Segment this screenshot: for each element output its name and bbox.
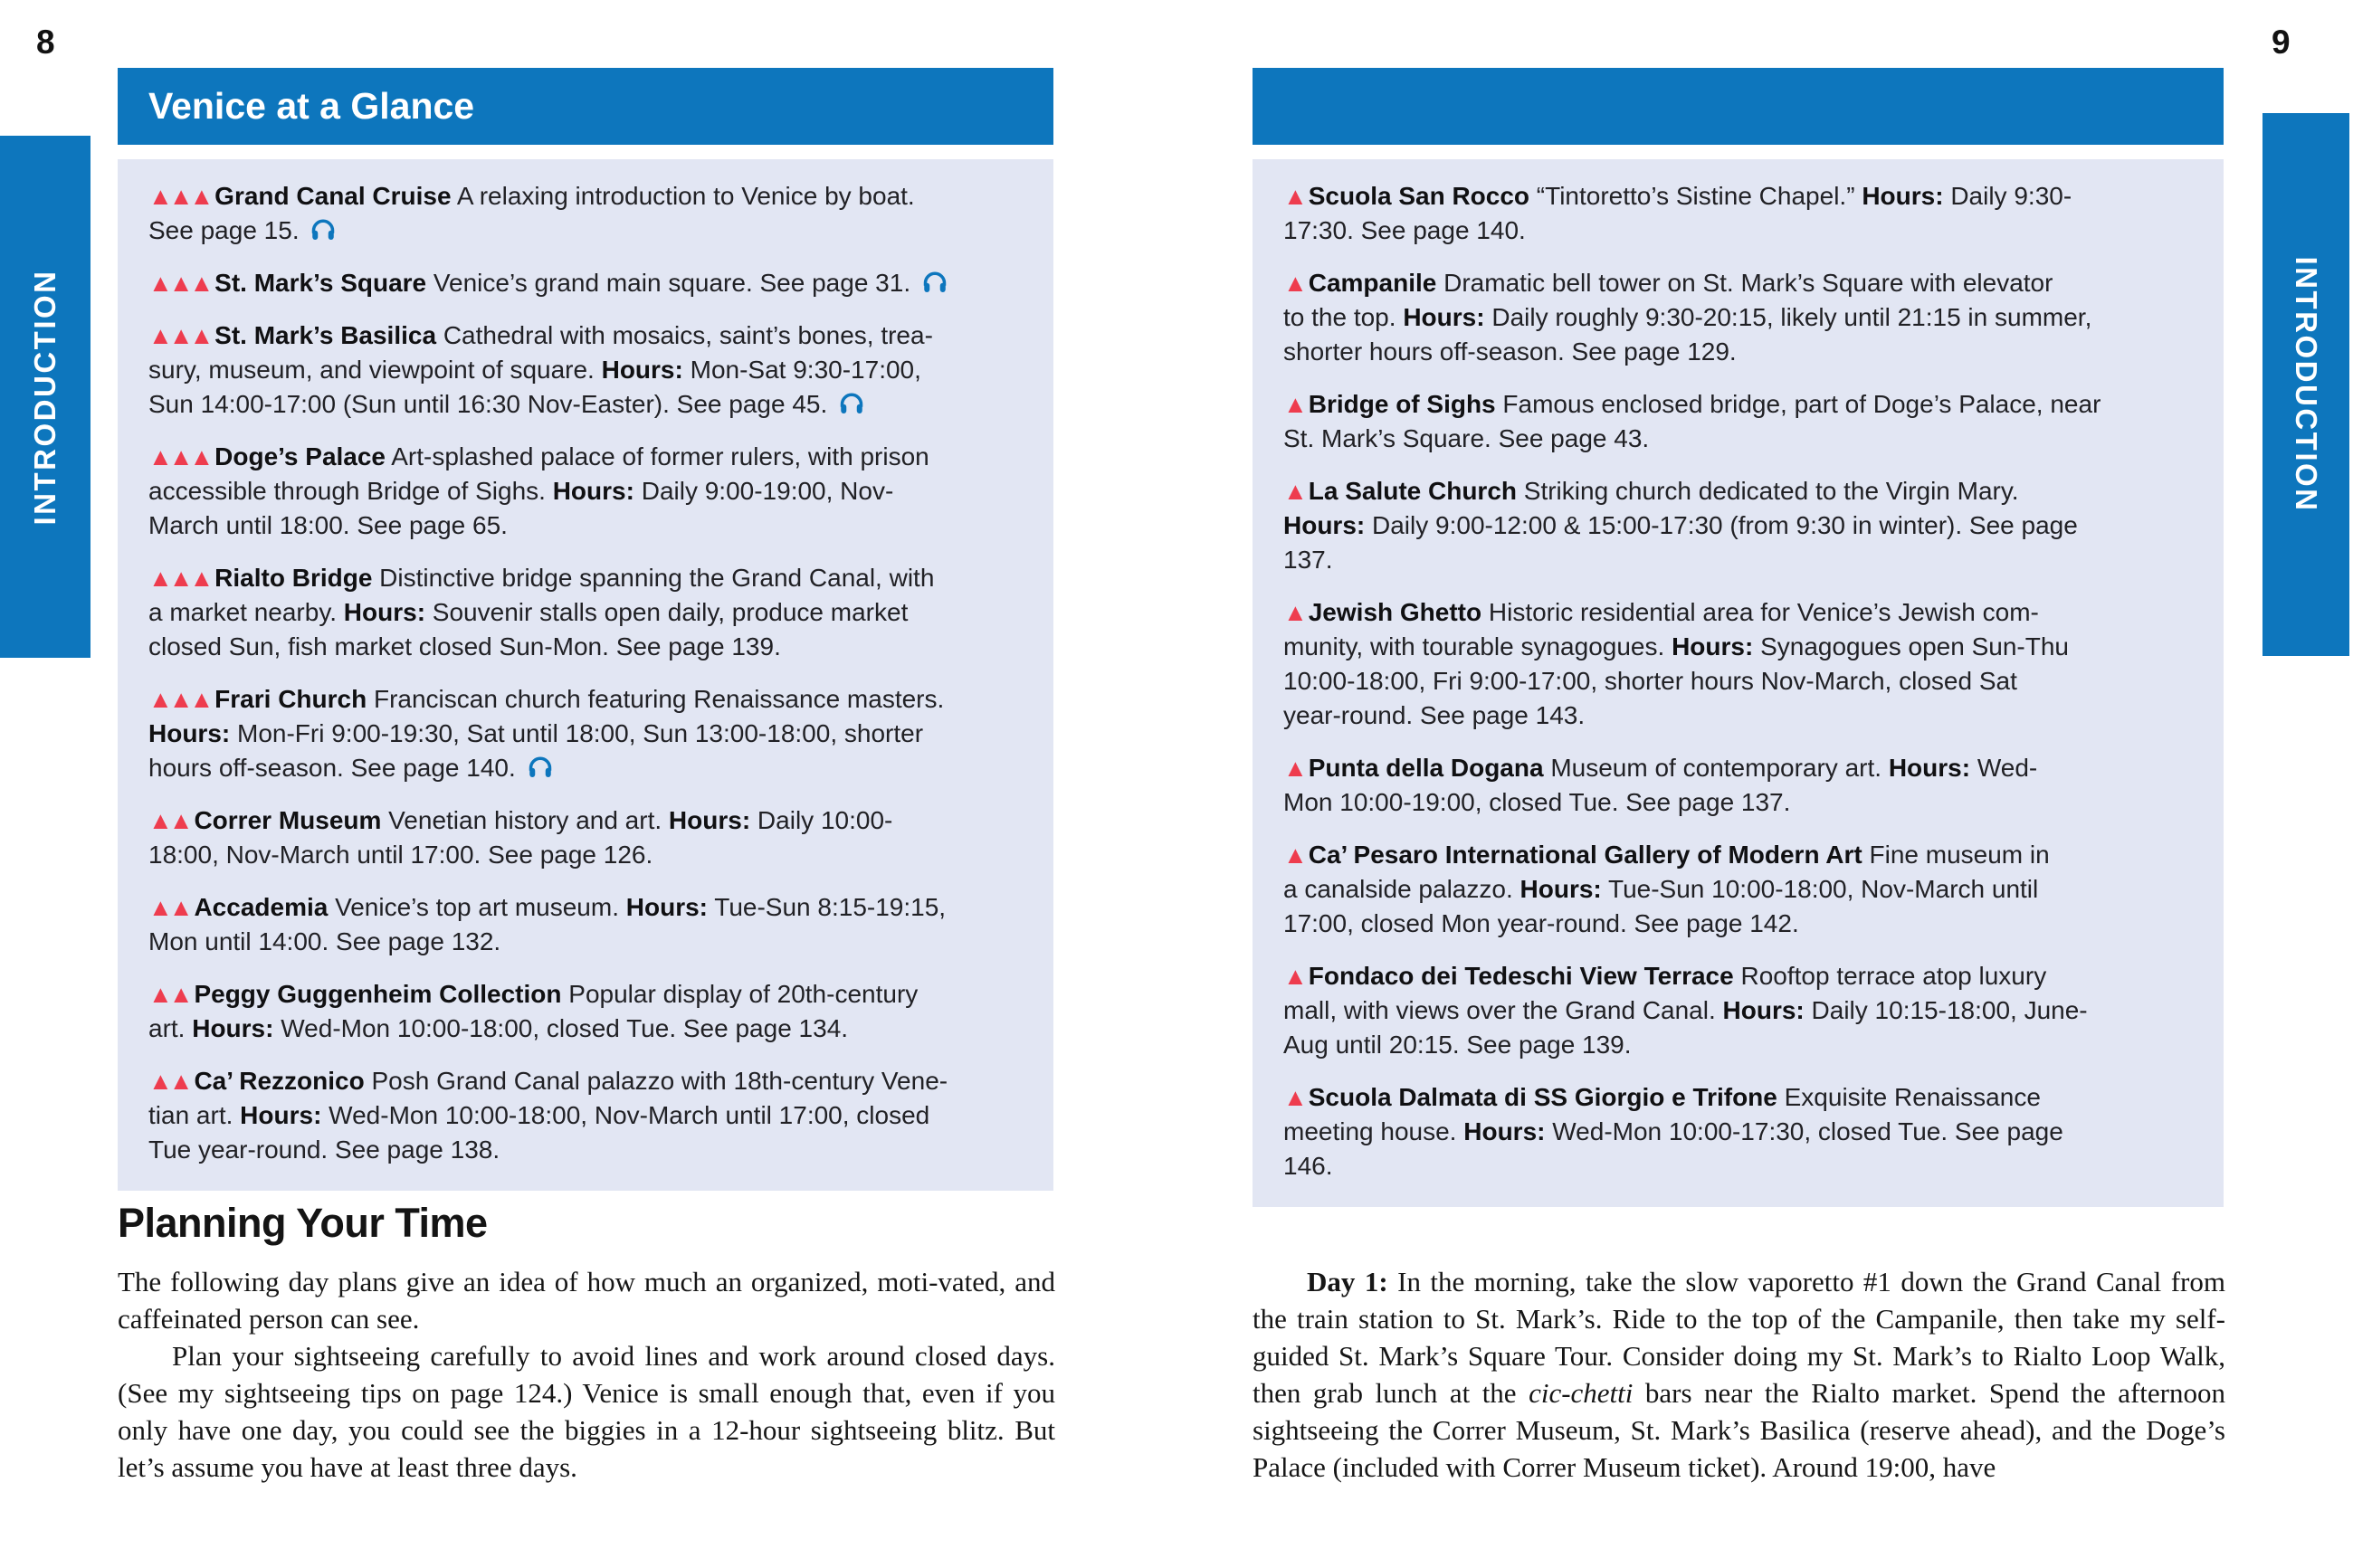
sight-name: Punta della Dogana [1308, 754, 1544, 782]
rating-triangles-icon: ▲ [1283, 270, 1304, 297]
sight-name: Bridge of Sighs [1308, 390, 1496, 418]
bold-text: Hours: [148, 719, 231, 747]
sight-name: St. Mark’s Basilica [214, 321, 437, 349]
chapter-tab-introduction-right [2262, 113, 2349, 656]
bold-text: Hours: [1862, 182, 1944, 210]
sight-name: Frari Church [214, 685, 367, 713]
section-heading-planning-your-time: Planning Your Time [118, 1200, 488, 1246]
listing-item: ▲▲ Peggy Guggenheim Collection Popular display of 20th-century art. Hours: Wed-Mon 10:00-18:00, closed Tue. See page 134. [148, 980, 919, 1042]
chapter-tab-label: INTRODUCTION [2290, 256, 2323, 513]
sight-name: Correr Museum [194, 806, 382, 834]
bold-text: Hours: [668, 806, 751, 834]
listing-item: ▲ Scuola Dalmata di SS Giorgio e Trifone Exquisite Renaissance meeting house. Hours: Wed-Mon 10:00-17:30, closed Tue. See page 146. [1283, 1083, 2063, 1180]
headphones-icon [921, 269, 948, 296]
rating-triangles-icon: ▲ [1283, 478, 1304, 505]
bold-text: Hours: [1403, 303, 1485, 331]
rating-triangles-icon: ▲▲ [148, 894, 190, 921]
sight-name: Campanile [1308, 269, 1437, 297]
listing-item: ▲▲ Accademia Venice’s top art museum. Hours: Tue-Sun 8:15-19:15, Mon until 14:00. See page 132. [148, 893, 947, 955]
page-number-left: 8 [36, 24, 55, 61]
sight-name: Jewish Ghetto [1308, 598, 1482, 626]
bold-text: Hours: [192, 1014, 274, 1042]
bold-text: Hours: [1672, 632, 1754, 660]
rating-triangles-icon: ▲▲▲ [148, 270, 211, 297]
sight-name: La Salute Church [1308, 477, 1517, 505]
rating-triangles-icon: ▲▲▲ [148, 183, 211, 210]
rating-triangles-icon: ▲ [1283, 841, 1304, 869]
listing-item: ▲▲▲ St. Mark’s Basilica Cathedral with mosaics, saint’s bones, trea- sury, museum, and viewpoint of square. Hours: Mon-Sat 9:30-17:00, Sun 14:00-17:00 (Sun until 16:30 Nov-Easter). See page 45. [148, 321, 933, 418]
page-number-right: 9 [2272, 24, 2291, 61]
italic-text: cic-chetti [1529, 1377, 1634, 1409]
listing-item: ▲ Ca’ Pesaro International Gallery of Modern Art Fine museum in a canalside palazzo. Hours: Tue-Sun 10:00-18:00, Nov-March until 17:00, closed Mon year-round. See page 142. [1283, 841, 2050, 937]
bold-text: Hours: [1519, 875, 1602, 903]
rating-triangles-icon: ▲▲ [148, 981, 190, 1008]
bold-text: Hours: [1463, 1117, 1546, 1145]
listing-item: ▲ Scuola San Rocco “Tintoretto’s Sistine Chapel.” Hours: Daily 9:30- 17:30. See page 140. [1283, 182, 2072, 244]
listing-item: ▲ Campanile Dramatic bell tower on St. Mark’s Square with elevator to the top. Hours: Daily roughly 9:30-20:15, likely until 21:15 in summer, shorter hours off-season. See page 129. [1283, 269, 2092, 366]
sight-name: Accademia [194, 893, 329, 921]
bold-text: Hours: [625, 893, 708, 921]
listing-item: ▲▲▲ Rialto Bridge Distinctive bridge spanning the Grand Canal, with a market nearby. Hours: Souvenir stalls open daily, produce market closed Sun, fish market closed Sun-Mon. See page 139. [148, 564, 935, 660]
rating-triangles-icon: ▲▲▲ [148, 565, 211, 592]
bold-text: Hours: [343, 598, 426, 626]
sight-name: Rialto Bridge [214, 564, 373, 592]
sight-name: Peggy Guggenheim Collection [194, 980, 562, 1008]
listing-item: ▲ Fondaco dei Tedeschi View Terrace Rooftop terrace atop luxury mall, with views over the Grand Canal. Hours: Daily 10:15-18:00, June- Aug until 20:15. See page 139. [1283, 962, 2088, 1059]
listing-item: ▲▲ Correr Museum Venetian history and art. Hours: Daily 10:00- 18:00, Nov-March until 17:00. See page 126. [148, 806, 893, 869]
body-paragraph: The following day plans give an idea of how much an organized, moti-vated, and caffeinated person can see. [118, 1266, 1055, 1335]
rating-triangles-icon: ▲ [1283, 599, 1304, 626]
rating-triangles-icon: ▲ [1283, 755, 1304, 782]
rating-triangles-icon: ▲ [1283, 963, 1304, 990]
rating-triangles-icon: ▲▲▲ [148, 443, 211, 470]
listing-item: ▲ Bridge of Sighs Famous enclosed bridge, part of Doge’s Palace, near St. Mark’s Square. See page 43. [1283, 390, 2101, 452]
rating-triangles-icon: ▲▲▲ [148, 686, 211, 713]
bold-text: Hours: [552, 477, 634, 505]
sight-name: Fondaco dei Tedeschi View Terrace [1308, 962, 1734, 990]
sight-name: Scuola Dalmata di SS Giorgio e Trifone [1308, 1083, 1777, 1111]
headphones-icon [527, 754, 554, 781]
sight-name: Grand Canal Cruise [214, 182, 452, 210]
bold-text: Hours: [1722, 996, 1805, 1024]
listing-item: ▲ Punta della Dogana Museum of contemporary art. Hours: Wed- Mon 10:00-19:00, closed Tue. See page 137. [1283, 754, 2038, 816]
glance-header-bar [118, 68, 1053, 145]
bold-text: Hours: [1888, 754, 1971, 782]
headphones-icon [310, 216, 337, 243]
sight-name: Scuola San Rocco [1308, 182, 1530, 210]
body-paragraph: Day 1: In the morning, take the slow vaporetto #1 down the Grand Canal from the train station to St. Mark’s. Ride to the top of the Campanile, then take my self-guided St. Mark’s Square Tour. Consider doing my St. Mark’s to Rialto Loop Walk, then grab lunch at the cic-chetti bars near the Rialto market. Spend the afternoon sightseeing the Correr Museum, St. Mark’s Basilica (reserve ahead), and the Doge’s Palace (included with Correr Museum ticket). Around 19:00, have [1253, 1266, 2225, 1483]
listing-item: ▲▲▲ St. Mark’s Square Venice’s grand main square. See page 31. [148, 266, 1028, 300]
sight-name: Ca’ Rezzonico [194, 1067, 365, 1095]
bold-text: Hours: [240, 1101, 322, 1129]
rating-triangles-icon: ▲ [1283, 391, 1304, 418]
listing-item: ▲ La Salute Church Striking church dedicated to the Virgin Mary. Hours: Daily 9:00-12:00 & 15:00-17:30 (from 9:30 in winter). See page 137. [1283, 477, 2078, 574]
chapter-tab-introduction-left [0, 136, 90, 658]
sight-listings-box-right [1253, 159, 2224, 1207]
body-text-left [118, 1263, 1055, 1486]
sight-listings-box-left [118, 159, 1053, 1191]
rating-triangles-icon: ▲▲ [148, 807, 190, 834]
bold-text: Hours: [601, 356, 683, 384]
rating-triangles-icon: ▲▲▲ [148, 322, 211, 349]
sight-name: Doge’s Palace [214, 442, 386, 470]
glance-header-bar-continued [1253, 68, 2224, 145]
listing-item: ▲▲▲ Doge’s Palace Art-splashed palace of former rulers, with prison accessible through Bridge of Sighs. Hours: Daily 9:00-19:00, Nov- March until 18:00. See page 65. [148, 442, 929, 539]
rating-triangles-icon: ▲ [1283, 183, 1304, 210]
rating-triangles-icon: ▲▲ [148, 1068, 190, 1095]
chapter-tab-label: INTRODUCTION [28, 269, 62, 525]
listing-item: ▲ Jewish Ghetto Historic residential area for Venice’s Jewish com- munity, with tourable synagogues. Hours: Synagogues open Sun-Thu 10:00-18:00, Fri 9:00-17:00, shorter hours Nov-March, closed Sat year-round. See page 143. [1283, 598, 2069, 729]
listing-item: ▲▲▲ Grand Canal Cruise A relaxing introduction to Venice by boat. See page 15. [148, 182, 915, 244]
rating-triangles-icon: ▲ [1283, 1084, 1304, 1111]
sight-name: St. Mark’s Square [214, 269, 427, 297]
listing-item: ▲▲ Ca’ Rezzonico Posh Grand Canal palazzo with 18th-century Vene- tian art. Hours: Wed-Mon 10:00-18:00, Nov-March until 17:00, closed Tue year-round. See page 138. [148, 1067, 948, 1164]
glance-title: Venice at a Glance [148, 85, 475, 127]
headphones-icon [838, 390, 865, 417]
bold-text: Day 1: [1307, 1266, 1388, 1297]
listing-item: ▲▲▲ Frari Church Franciscan church featuring Renaissance masters. Hours: Mon-Fri 9:00-19:30, Sat until 18:00, Sun 13:00-18:00, shorter hours off-season. See page 140. [148, 685, 945, 782]
bold-text: Hours: [1283, 511, 1366, 539]
body-paragraph: Plan your sightseeing carefully to avoid lines and work around closed days. (See my sightseeing tips on page 124.) Venice is small enough that, even if you only have one day, you could see the biggies in a 12-hour sightseeing blitz. But let’s assume you have at least three days. [118, 1340, 1055, 1483]
body-text-right [1253, 1263, 2225, 1486]
sight-name: Ca’ Pesaro International Gallery of Modern Art [1308, 841, 1862, 869]
